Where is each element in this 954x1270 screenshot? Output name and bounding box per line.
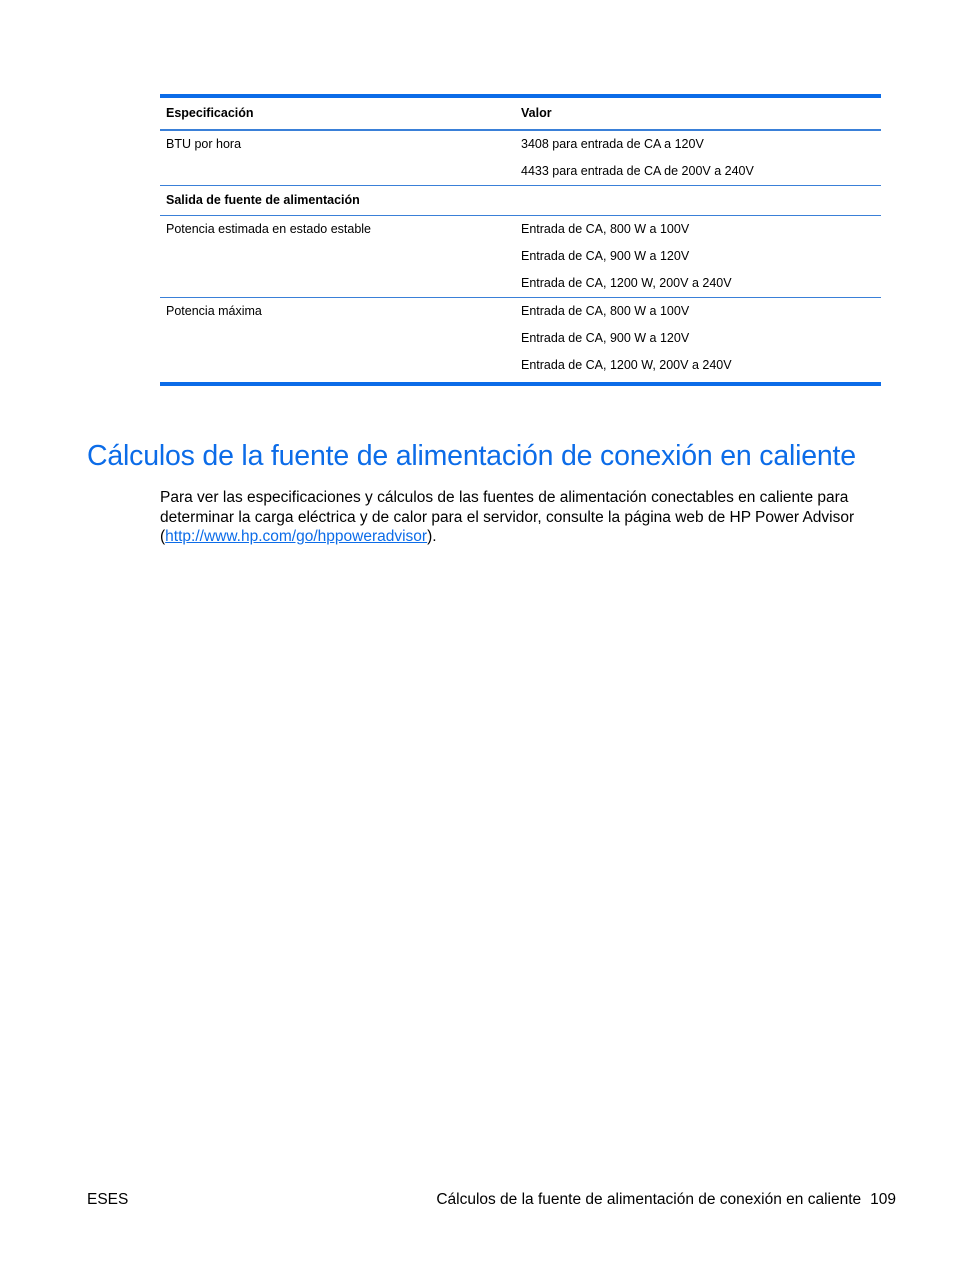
row-label: Potencia máxima	[166, 304, 262, 318]
footer-running-title	[436, 1191, 896, 1209]
footer-locale: ESES	[87, 1191, 129, 1208]
row-label: Potencia estimada en estado estable	[166, 222, 371, 236]
row-value: Entrada de CA, 800 W a 100V	[521, 222, 690, 236]
paragraph-text: Para ver las especificaciones y cálculos de las fuentes de alimentación conectables en caliente para determinar la carga eléctrica y de calor para el servidor, consulte la página web de HP Power Advisor (	[160, 489, 855, 545]
table-header-row	[160, 98, 881, 130]
paragraph-text-end: ).	[427, 528, 437, 545]
section-paragraph	[160, 488, 890, 547]
section-heading: Cálculos de la fuente de alimentación de conexión en caliente	[87, 440, 856, 472]
section-label: Salida de fuente de alimentación	[166, 193, 360, 207]
row-value: Entrada de CA, 800 W a 100V	[521, 304, 690, 318]
table-row	[160, 215, 881, 297]
row-value: Entrada de CA, 900 W a 120V	[521, 331, 690, 345]
table-row	[160, 130, 881, 185]
page-number: 109	[870, 1191, 896, 1208]
table-section-row	[160, 185, 881, 215]
hp-power-advisor-link[interactable]: http://www.hp.com/go/hppoweradvisor	[165, 528, 428, 545]
row-value: 4433 para entrada de CA de 200V a 240V	[521, 164, 754, 178]
row-value: Entrada de CA, 1200 W, 200V a 240V	[521, 276, 732, 290]
header-value: Valor	[521, 106, 552, 120]
row-value: 3408 para entrada de CA a 120V	[521, 137, 704, 151]
spec-table	[160, 94, 881, 386]
footer-title: Cálculos de la fuente de alimentación de conexión en caliente	[436, 1191, 862, 1208]
header-spec: Especificación	[166, 106, 254, 120]
row-label: BTU por hora	[166, 137, 242, 151]
row-value: Entrada de CA, 900 W a 120V	[521, 249, 690, 263]
table-row	[160, 297, 881, 382]
row-value: Entrada de CA, 1200 W, 200V a 240V	[521, 358, 732, 372]
